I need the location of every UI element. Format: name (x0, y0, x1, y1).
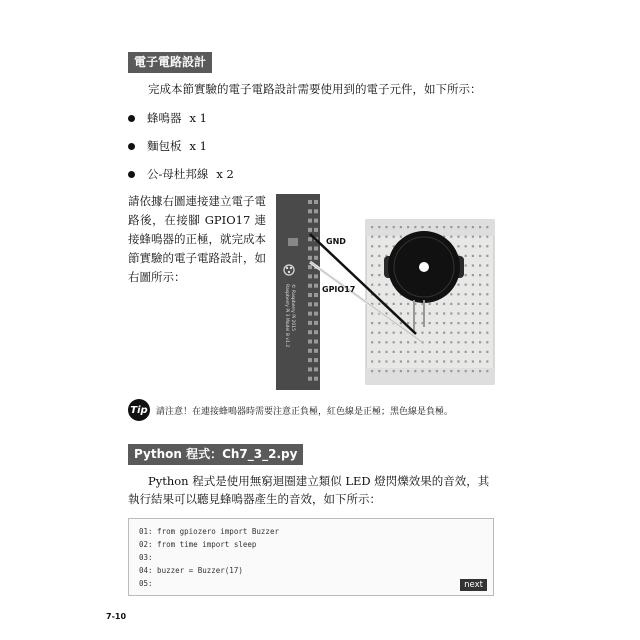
gpio17-label: GPIO17 (322, 285, 356, 294)
tip-text: 請注意！在連接蜂鳴器時需要注意正負極，紅色線是正極；黑色線是負極。 (156, 407, 454, 417)
intro-paragraph: 完成本節實驗的電子電路設計需要使用到的電子元件，如下所示： (148, 82, 482, 96)
component-item (128, 110, 207, 126)
component-name: 公-母杜邦線 (147, 167, 209, 181)
section-title-python-program: Python 程式：Ch7_3_2.py (128, 444, 303, 465)
component-qty: x 1 (189, 111, 207, 125)
gnd-label: GND (326, 237, 346, 246)
bullet-icon (128, 171, 135, 178)
code-line: 02: from time import sleep (139, 540, 257, 549)
code-listing (128, 518, 494, 596)
component-item (128, 166, 234, 182)
wiring-instructions: 請依據右圖連接建立電子電路後，在接腳 GPIO17 連接蜂鳴器的正極，就完成本節實驗的電子電路設計，如右圖所示： (128, 194, 266, 284)
component-qty: x 2 (216, 167, 234, 181)
bullet-icon (128, 143, 135, 150)
next-button[interactable]: next (460, 579, 487, 591)
page-number: 7-10 (106, 612, 127, 621)
code-line: 01: from gpiozero import Buzzer (139, 527, 279, 536)
circuit-figure (274, 192, 496, 392)
tip-icon: Tip (128, 399, 150, 421)
raspberry-pi-board (276, 194, 320, 390)
component-name: 麵包板 (147, 139, 182, 153)
code-line: 05: (139, 579, 153, 588)
bullet-icon (128, 115, 135, 122)
code-line: 03: (139, 553, 153, 562)
board-copyright: © Raspberry Pi 2015 (290, 284, 295, 332)
component-qty: x 1 (189, 139, 207, 153)
component-item (128, 138, 207, 154)
section-title-circuit-design: 電子電路設計 (128, 52, 212, 73)
program-description: Python 程式是使用無窮迴圈建立類似 LED 燈閃爍效果的音效，其執行結果可以聽見蜂鳴器產生的音效，如下所示： (128, 474, 490, 506)
component-name: 蜂鳴器 (147, 111, 182, 125)
board-label: Raspberry Pi 3 Model B v1.2 (284, 284, 289, 348)
code-line: 04: buzzer = Buzzer(17) (139, 566, 243, 575)
